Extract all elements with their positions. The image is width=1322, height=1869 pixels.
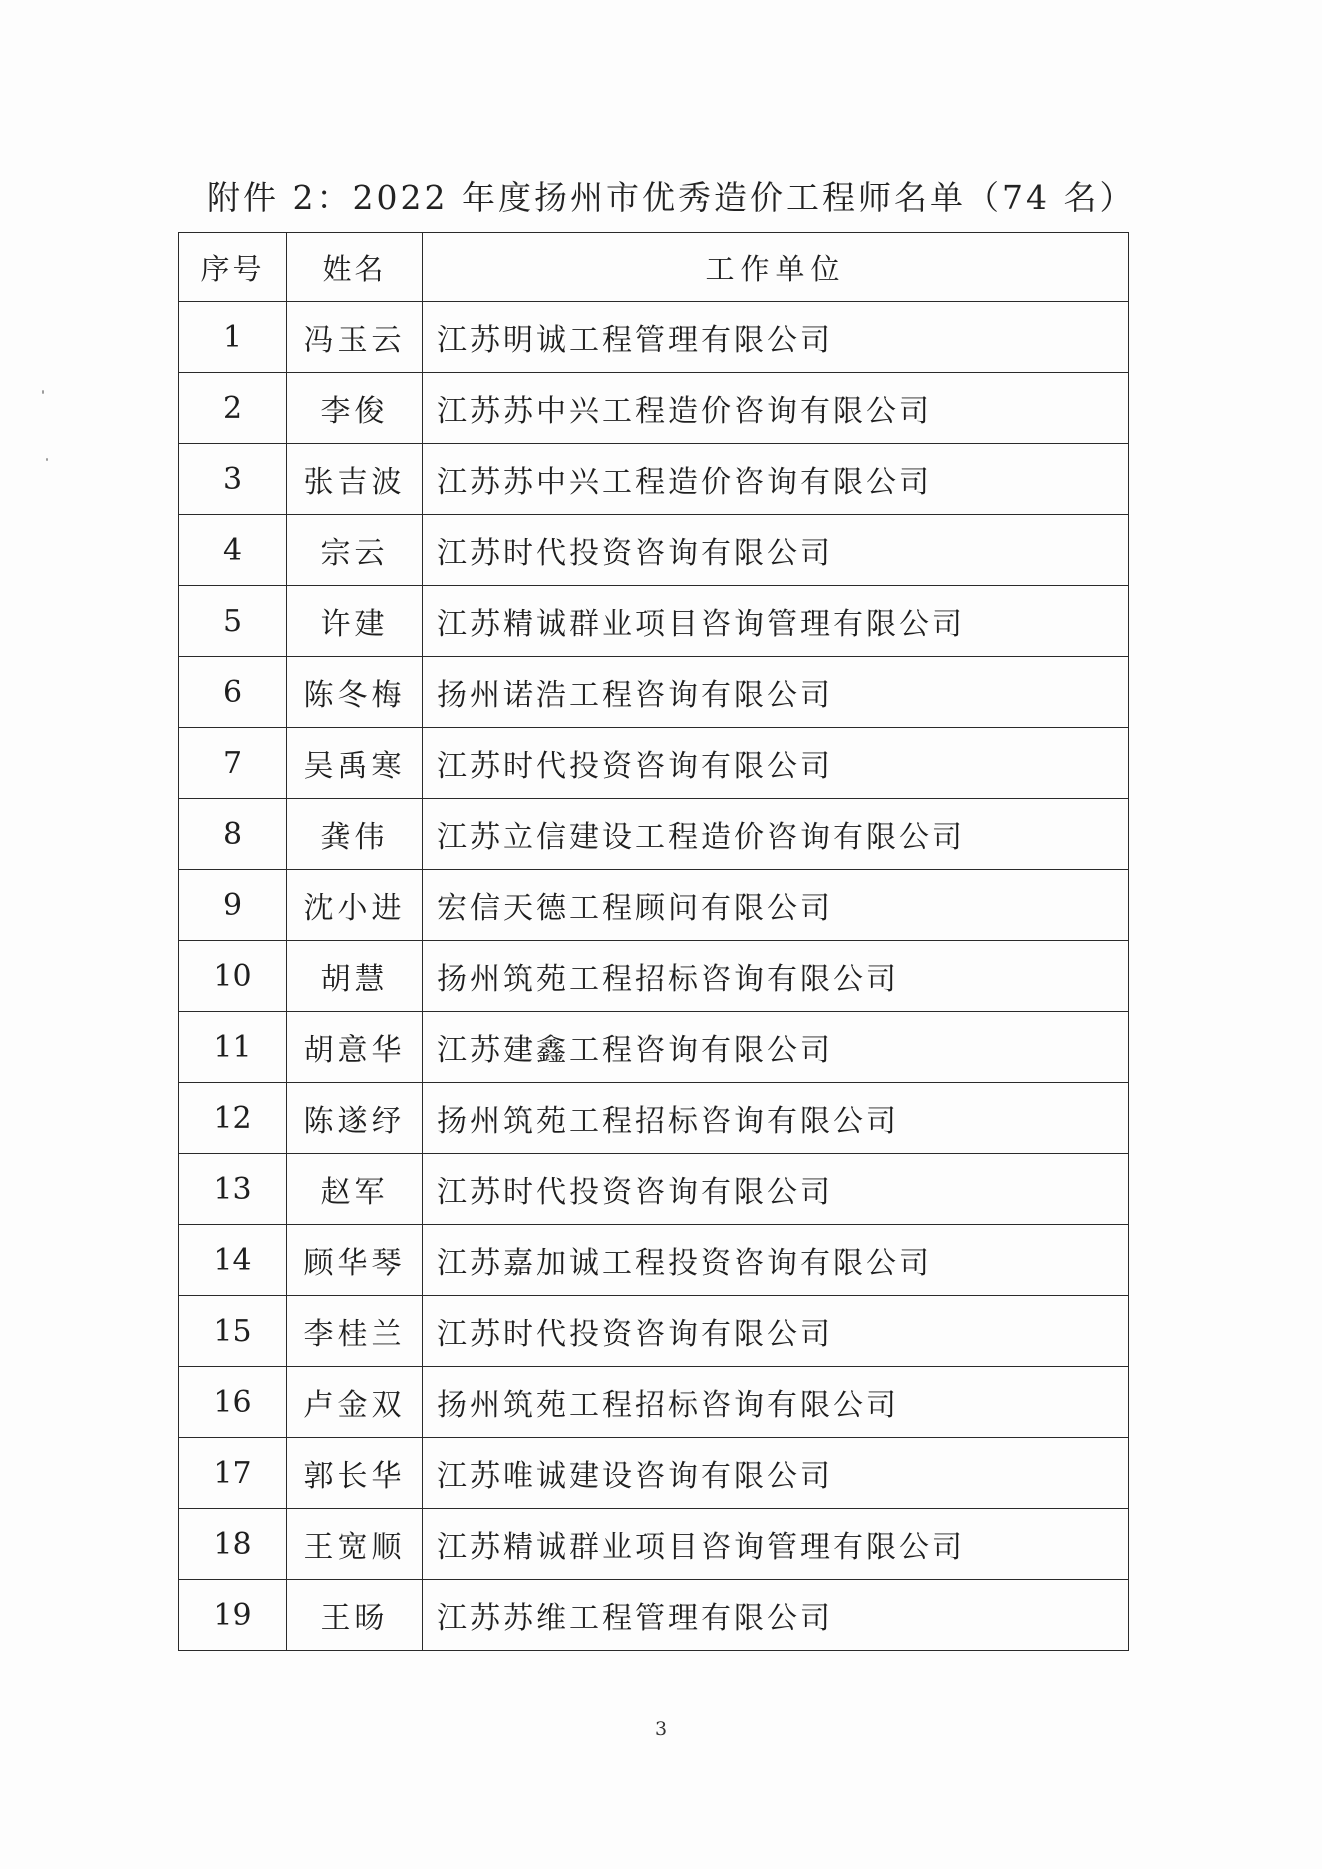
row-unit: 扬州筑苑工程招标咨询有限公司 bbox=[423, 941, 1129, 1012]
row-index: 16 bbox=[179, 1367, 287, 1438]
scan-speck bbox=[46, 458, 48, 461]
table-row bbox=[179, 1225, 1129, 1296]
row-unit: 扬州筑苑工程招标咨询有限公司 bbox=[423, 1367, 1129, 1438]
table-row bbox=[179, 1012, 1129, 1083]
row-index: 2 bbox=[179, 373, 287, 444]
row-name: 卢金双 bbox=[287, 1367, 423, 1438]
row-unit: 扬州诺浩工程咨询有限公司 bbox=[423, 657, 1129, 728]
header-unit: 工作单位 bbox=[423, 233, 1129, 302]
row-index: 7 bbox=[179, 728, 287, 799]
row-name: 许建 bbox=[287, 586, 423, 657]
table-row bbox=[179, 1083, 1129, 1154]
row-name: 王旸 bbox=[287, 1580, 423, 1651]
table-row bbox=[179, 373, 1129, 444]
row-unit: 江苏时代投资咨询有限公司 bbox=[423, 1296, 1129, 1367]
table-row bbox=[179, 302, 1129, 373]
row-index: 3 bbox=[179, 444, 287, 515]
row-unit: 江苏精诚群业项目咨询管理有限公司 bbox=[423, 586, 1129, 657]
header-name: 姓名 bbox=[287, 233, 423, 302]
row-unit: 江苏时代投资咨询有限公司 bbox=[423, 728, 1129, 799]
row-index: 13 bbox=[179, 1154, 287, 1225]
row-index: 5 bbox=[179, 586, 287, 657]
row-unit: 江苏嘉加诚工程投资咨询有限公司 bbox=[423, 1225, 1129, 1296]
page-number: 3 bbox=[654, 1718, 668, 1740]
row-unit: 江苏时代投资咨询有限公司 bbox=[423, 515, 1129, 586]
table-row bbox=[179, 1580, 1129, 1651]
row-index: 1 bbox=[179, 302, 287, 373]
table-row bbox=[179, 657, 1129, 728]
table-row bbox=[179, 1367, 1129, 1438]
row-unit: 扬州筑苑工程招标咨询有限公司 bbox=[423, 1083, 1129, 1154]
table-row bbox=[179, 444, 1129, 515]
row-name: 李桂兰 bbox=[287, 1296, 423, 1367]
row-name: 沈小进 bbox=[287, 870, 423, 941]
row-index: 11 bbox=[179, 1012, 287, 1083]
table-row bbox=[179, 515, 1129, 586]
row-name: 胡慧 bbox=[287, 941, 423, 1012]
header-index: 序号 bbox=[179, 233, 287, 302]
row-name: 陈冬梅 bbox=[287, 657, 423, 728]
row-name: 冯玉云 bbox=[287, 302, 423, 373]
row-unit: 江苏时代投资咨询有限公司 bbox=[423, 1154, 1129, 1225]
table-row bbox=[179, 870, 1129, 941]
table-header-row bbox=[179, 233, 1129, 302]
row-index: 9 bbox=[179, 870, 287, 941]
row-unit: 江苏苏中兴工程造价咨询有限公司 bbox=[423, 373, 1129, 444]
row-name: 王宽顺 bbox=[287, 1509, 423, 1580]
row-index: 15 bbox=[179, 1296, 287, 1367]
row-index: 6 bbox=[179, 657, 287, 728]
row-index: 19 bbox=[179, 1580, 287, 1651]
scan-speck bbox=[42, 390, 44, 394]
row-name: 胡意华 bbox=[287, 1012, 423, 1083]
row-name: 龚伟 bbox=[287, 799, 423, 870]
row-name: 顾华琴 bbox=[287, 1225, 423, 1296]
row-index: 17 bbox=[179, 1438, 287, 1509]
row-name: 吴禹寒 bbox=[287, 728, 423, 799]
row-index: 4 bbox=[179, 515, 287, 586]
table-row bbox=[179, 1154, 1129, 1225]
table-row bbox=[179, 728, 1129, 799]
row-name: 陈遂纾 bbox=[287, 1083, 423, 1154]
table-row bbox=[179, 1438, 1129, 1509]
row-unit: 江苏明诚工程管理有限公司 bbox=[423, 302, 1129, 373]
row-unit: 宏信天德工程顾问有限公司 bbox=[423, 870, 1129, 941]
row-index: 12 bbox=[179, 1083, 287, 1154]
table-row bbox=[179, 799, 1129, 870]
row-unit: 江苏唯诚建设咨询有限公司 bbox=[423, 1438, 1129, 1509]
row-name: 李俊 bbox=[287, 373, 423, 444]
table-row bbox=[179, 586, 1129, 657]
engineer-list-table bbox=[178, 232, 1128, 1651]
row-unit: 江苏精诚群业项目咨询管理有限公司 bbox=[423, 1509, 1129, 1580]
row-name: 张吉波 bbox=[287, 444, 423, 515]
table-row bbox=[179, 1296, 1129, 1367]
document-title: 附件 2：2022 年度扬州市优秀造价工程师名单（74 名） bbox=[207, 178, 1136, 217]
row-index: 18 bbox=[179, 1509, 287, 1580]
row-name: 郭长华 bbox=[287, 1438, 423, 1509]
row-index: 10 bbox=[179, 941, 287, 1012]
table-row bbox=[179, 941, 1129, 1012]
row-unit: 江苏苏维工程管理有限公司 bbox=[423, 1580, 1129, 1651]
row-index: 14 bbox=[179, 1225, 287, 1296]
row-name: 赵军 bbox=[287, 1154, 423, 1225]
row-index: 8 bbox=[179, 799, 287, 870]
table-row bbox=[179, 1509, 1129, 1580]
row-unit: 江苏建鑫工程咨询有限公司 bbox=[423, 1012, 1129, 1083]
row-unit: 江苏苏中兴工程造价咨询有限公司 bbox=[423, 444, 1129, 515]
row-name: 宗云 bbox=[287, 515, 423, 586]
row-unit: 江苏立信建设工程造价咨询有限公司 bbox=[423, 799, 1129, 870]
